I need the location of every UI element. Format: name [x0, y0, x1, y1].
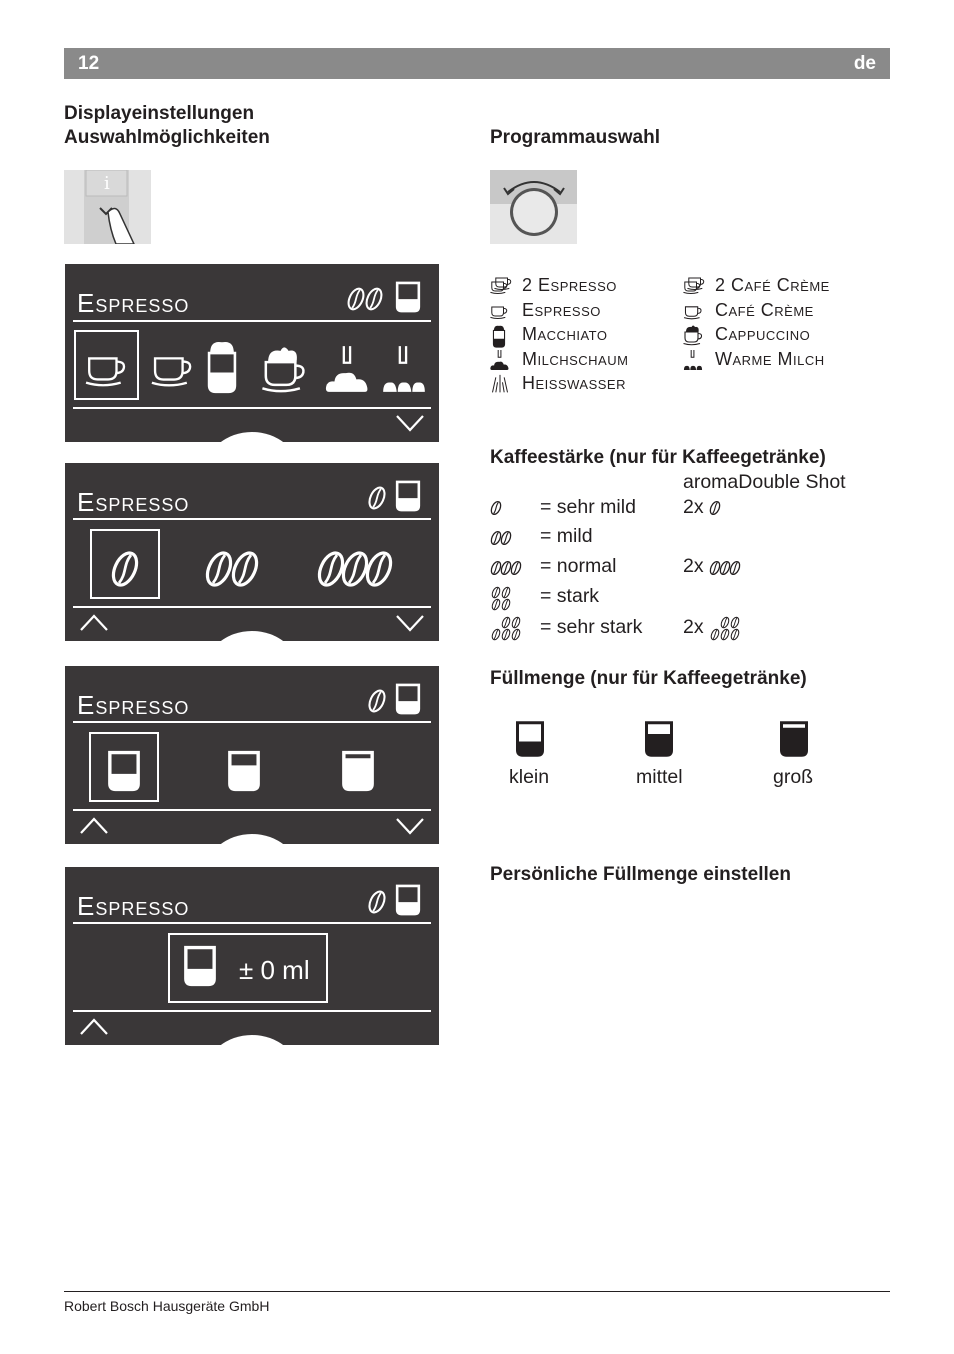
- strength-row: = sehr mild: [540, 496, 636, 518]
- double-cup-icon: [683, 275, 705, 297]
- glass-icon: [395, 883, 421, 917]
- bean-3-icon: [490, 560, 524, 578]
- panel-title: Espresso: [77, 487, 190, 517]
- svg-text:i: i: [104, 173, 110, 194]
- strength-icon: [367, 483, 389, 513]
- chevron-down-icon[interactable]: [395, 614, 425, 632]
- double-shot-value: 2x: [683, 616, 704, 638]
- list-item: Cappuccino: [683, 324, 830, 349]
- personal-amount-heading: Persönliche Füllmenge einstellen: [490, 864, 791, 885]
- espresso-cup-icon[interactable]: [85, 352, 127, 388]
- size-label-small: klein: [509, 766, 550, 788]
- display-panel-drink: [65, 264, 439, 442]
- strength-icon: [367, 887, 389, 917]
- footer-company: Robert Bosch Hausgeräte GmbH: [64, 1298, 270, 1314]
- strength-icon: [367, 686, 389, 716]
- panel-title: Espresso: [77, 891, 190, 921]
- strength-row: = sehr stark: [540, 616, 643, 638]
- glass-large-icon[interactable]: [341, 748, 375, 794]
- display-panel-size: [65, 666, 439, 844]
- list-item: 2 Café Crème: [683, 275, 830, 300]
- chevron-up-icon[interactable]: [79, 614, 109, 632]
- panel-title: Espresso: [77, 288, 190, 318]
- cappuccino-icon: [683, 324, 705, 348]
- footer-divider: [64, 1291, 890, 1292]
- chevron-down-icon[interactable]: [395, 414, 425, 432]
- rotary-knob-icon: [490, 170, 577, 244]
- glass-medium-icon[interactable]: [227, 748, 261, 794]
- double-shot-value: 2x: [683, 555, 704, 577]
- bean-2-icon: [490, 530, 514, 548]
- bean-normal-icon[interactable]: [205, 549, 261, 589]
- glass-icon: [395, 682, 421, 716]
- espresso-icon: [490, 300, 512, 322]
- macchiato-icon: [490, 324, 512, 348]
- macchiato-glass-icon[interactable]: [205, 338, 239, 394]
- strength-row: = mild: [540, 525, 593, 547]
- cappuccino-cup-icon[interactable]: [261, 344, 307, 394]
- rotary-knob-photo: [490, 170, 577, 244]
- bean-5-icon: [709, 616, 743, 642]
- program-list-col2: [683, 275, 830, 373]
- display-panel-strength: [65, 463, 439, 641]
- cafe-creme-cup-icon[interactable]: [149, 352, 195, 388]
- program-list-col1: [490, 275, 628, 398]
- glass-small-icon[interactable]: [107, 748, 141, 794]
- double-shot-header: aromaDouble Shot: [683, 471, 846, 493]
- double-cup-icon: [490, 275, 512, 297]
- bean-mild-icon[interactable]: [109, 549, 141, 589]
- chevron-down-icon[interactable]: [395, 817, 425, 835]
- strength-row: = normal: [540, 555, 617, 577]
- glass-small-icon: [183, 943, 217, 989]
- list-item: 2 Espresso: [490, 275, 628, 300]
- bean-5-icon: [490, 616, 524, 642]
- info-button-photo: [64, 170, 151, 244]
- glass-large-icon: [779, 718, 809, 760]
- page-number: 12: [78, 53, 100, 74]
- double-shot-value: 2x: [683, 496, 704, 518]
- bean-3-icon: [709, 560, 743, 578]
- panel-title: Espresso: [77, 690, 190, 720]
- size-label-medium: mittel: [636, 766, 683, 788]
- display-panel-amount: [65, 867, 439, 1045]
- size-label-large: groß: [773, 766, 814, 788]
- warm-milk-icon: [683, 349, 705, 371]
- list-item: Macchiato: [490, 324, 628, 349]
- list-item: Milchschaum: [490, 349, 628, 374]
- bean-1-icon: [490, 500, 504, 518]
- list-item: Warme Milch: [683, 349, 830, 374]
- page-header: [64, 48, 890, 79]
- hot-water-icon: [490, 373, 512, 395]
- glass-medium-icon: [644, 718, 674, 760]
- bean-strong-icon[interactable]: [317, 549, 397, 589]
- display-settings-heading: Displayeinstellungen Auswahlmöglichkeiten: [64, 103, 270, 148]
- glass-small-icon: [515, 718, 545, 760]
- finger-press-icon: [64, 170, 151, 244]
- chevron-up-icon[interactable]: [79, 817, 109, 835]
- language-code: de: [853, 53, 876, 74]
- strength-icon: [347, 284, 387, 314]
- glass-icon: [395, 479, 421, 513]
- amount-value: ± 0 ml: [239, 955, 310, 985]
- list-item: Espresso: [490, 300, 628, 325]
- list-item: Café Crème: [683, 300, 830, 325]
- cafe-creme-icon: [683, 300, 705, 322]
- fill-amount-heading: Füllmenge (nur für Kaffeegetränke): [490, 668, 807, 689]
- chevron-up-icon[interactable]: [79, 1018, 109, 1036]
- strength-heading: Kaffeestärke (nur für Kaffeegetränke): [490, 447, 826, 468]
- milk-foam-icon[interactable]: [325, 344, 371, 394]
- glass-icon: [395, 280, 421, 314]
- list-item: Heisswasser: [490, 373, 628, 398]
- strength-row: = stark: [540, 585, 600, 607]
- bean-1-icon: [709, 500, 723, 518]
- bean-4-icon: [490, 586, 514, 612]
- warm-milk-icon[interactable]: [381, 344, 427, 394]
- program-selection-heading: Programmauswahl: [490, 127, 660, 148]
- milk-foam-icon: [490, 349, 512, 371]
